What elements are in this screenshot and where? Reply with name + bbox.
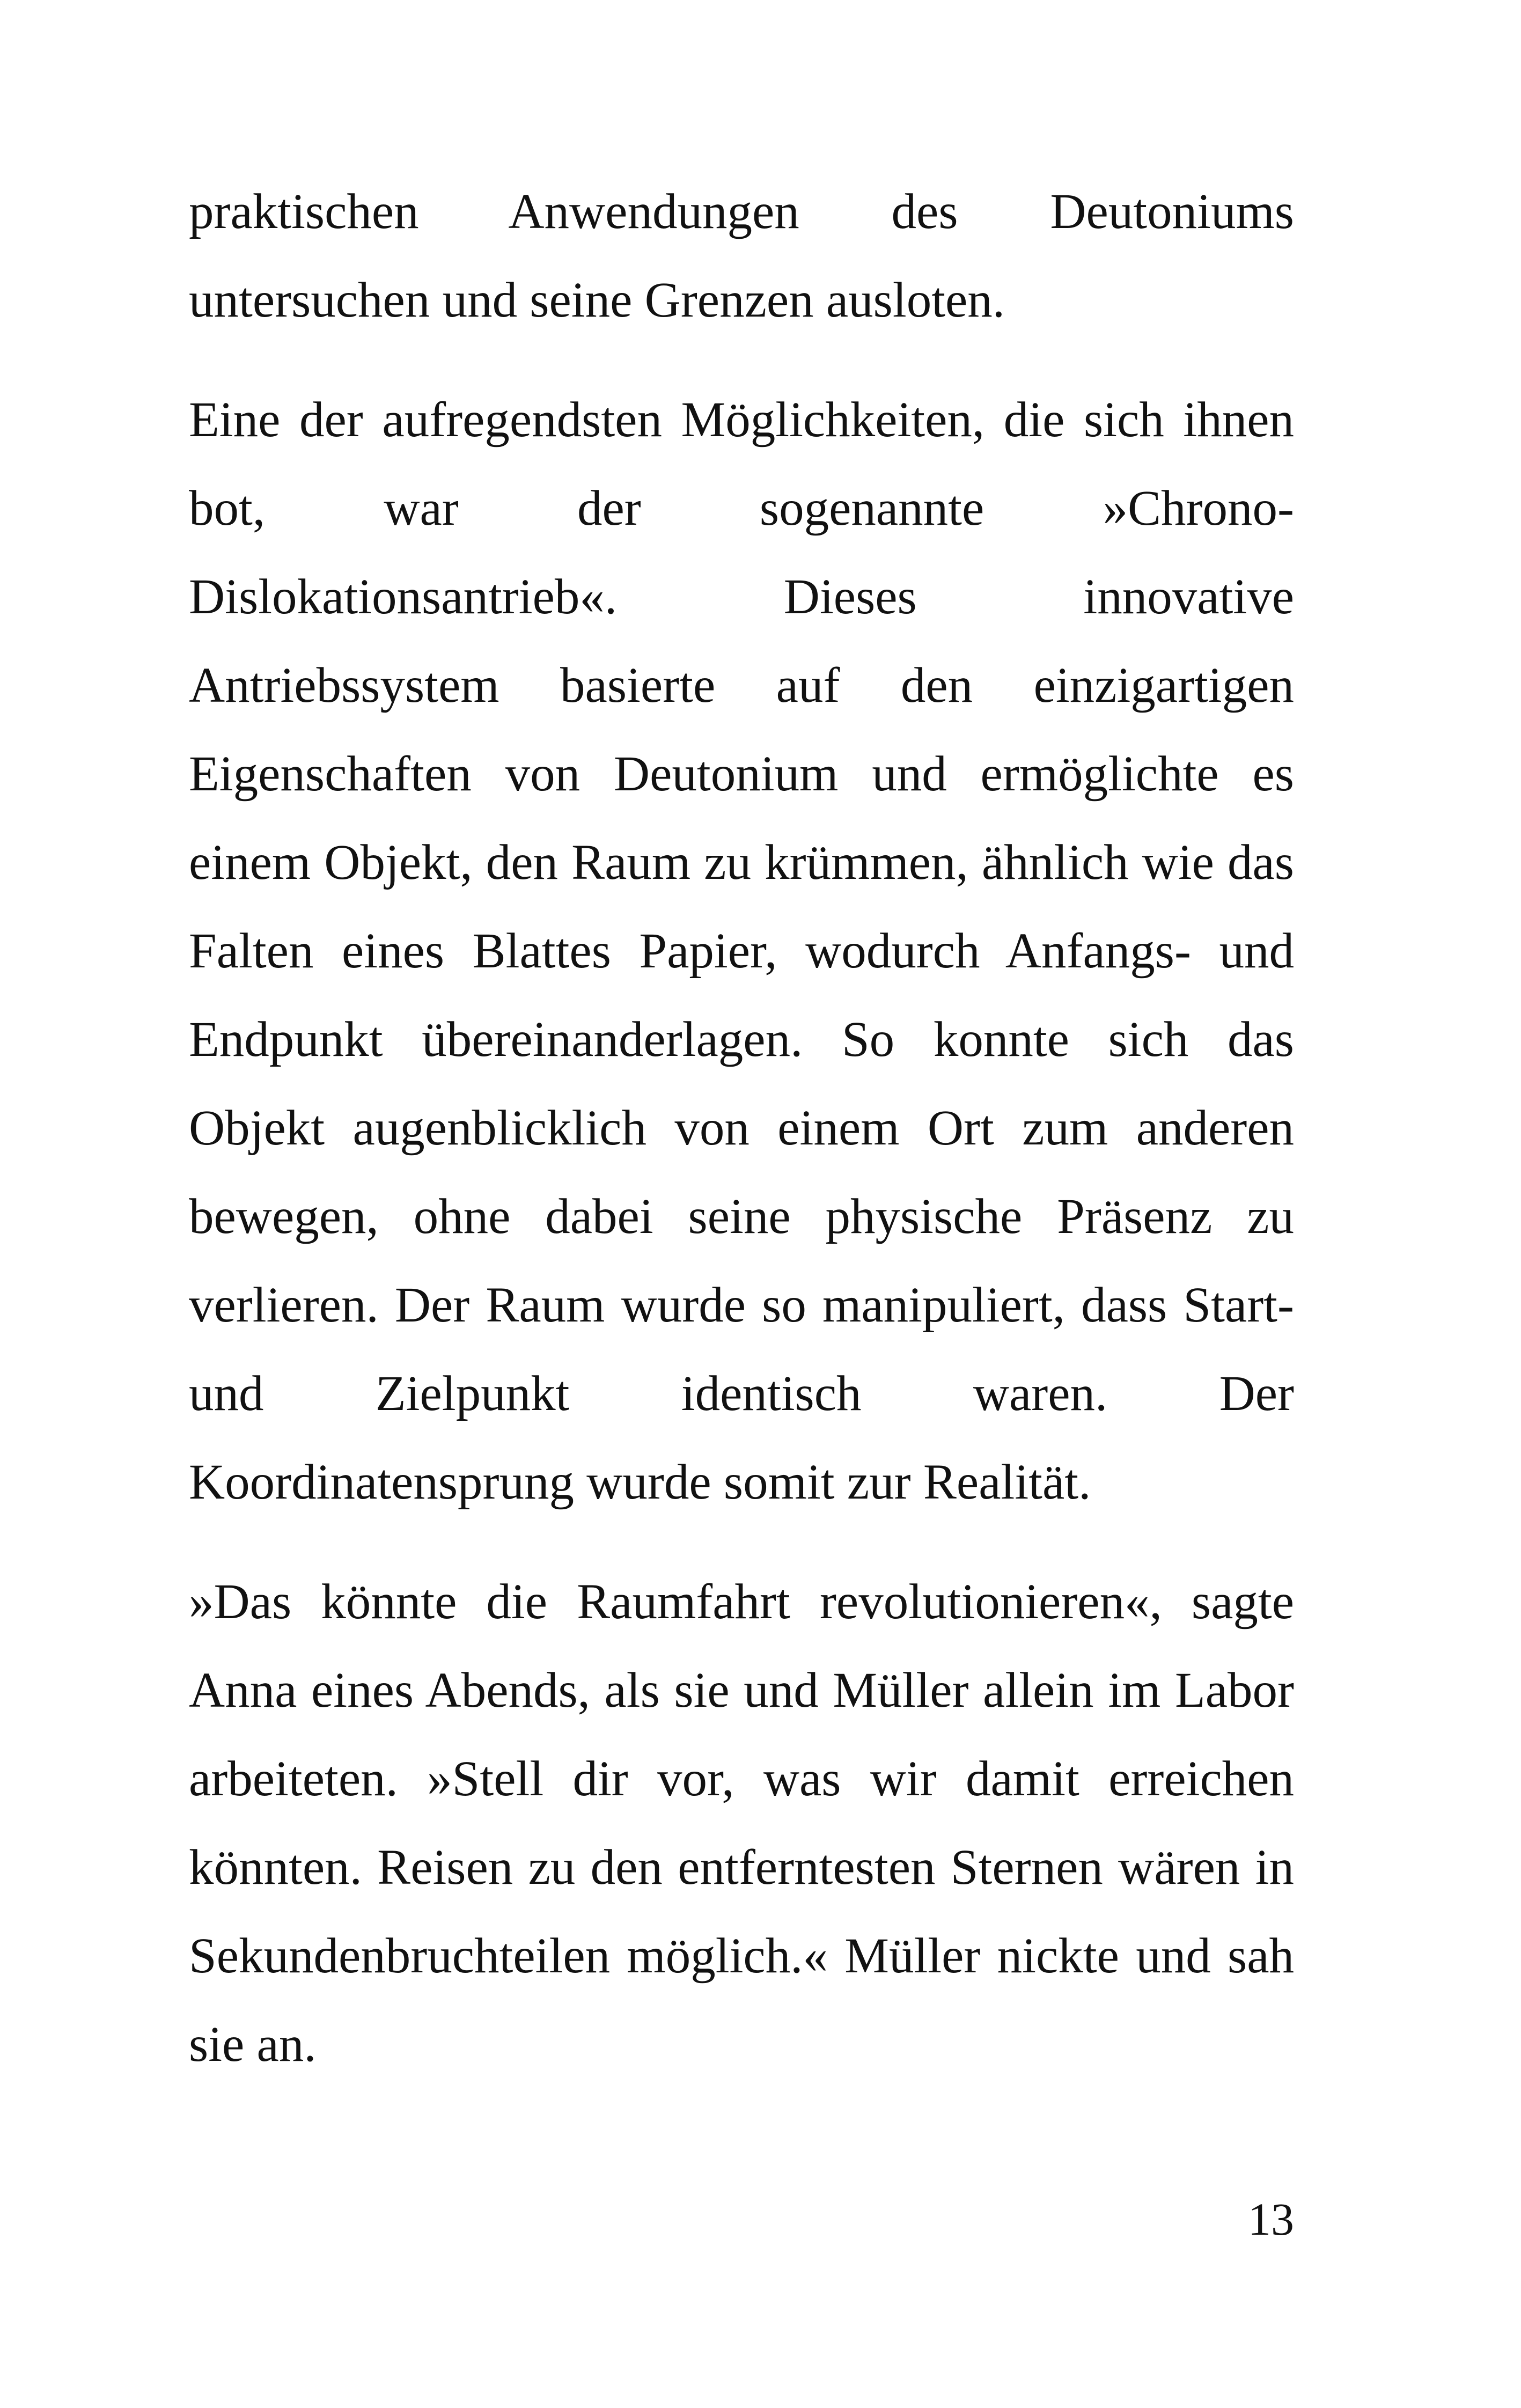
body-text [189, 167, 1294, 2089]
paragraph-2: Eine der aufregendsten Möglichkeiten, die sich ihnen bot, war der sogenannte »Chrono-Dislokationsantrieb«. Dieses innovative Antriebssystem basierte auf den einzigartigen Eigenschaften von Deutonium und ermöglichte es einem Objekt, den Raum zu krümmen, ähnlich wie das Falten eines Blattes Papier, wodurch Anfangs- und Endpunkt übereinanderlagen. So konnte sich das Objekt augenblicklich von einem Ort zum anderen bewegen, ohne dabei seine physische Präsenz zu verlieren. Der Raum wurde so manipuliert, dass Start- und Zielpunkt identisch waren. Der Koordinatensprung wurde somit zur Realität. [189, 392, 1294, 1510]
page-number: 13 [1248, 2193, 1294, 2245]
paragraph-3: »Das könnte die Raumfahrt revolutionieren«, sagte Anna eines Abends, als sie und Müller allein im Labor arbeiteten. »Stell dir vor, was wir damit erreichen könnten. Reisen zu den entferntesten Sternen wären in Sekundenbruchteilen möglich.« Müller nickte und sah sie an. [189, 1574, 1294, 2072]
paragraph-1: praktischen Anwendungen des Deutoniums untersuchen und seine Grenzen ausloten. [189, 184, 1294, 328]
